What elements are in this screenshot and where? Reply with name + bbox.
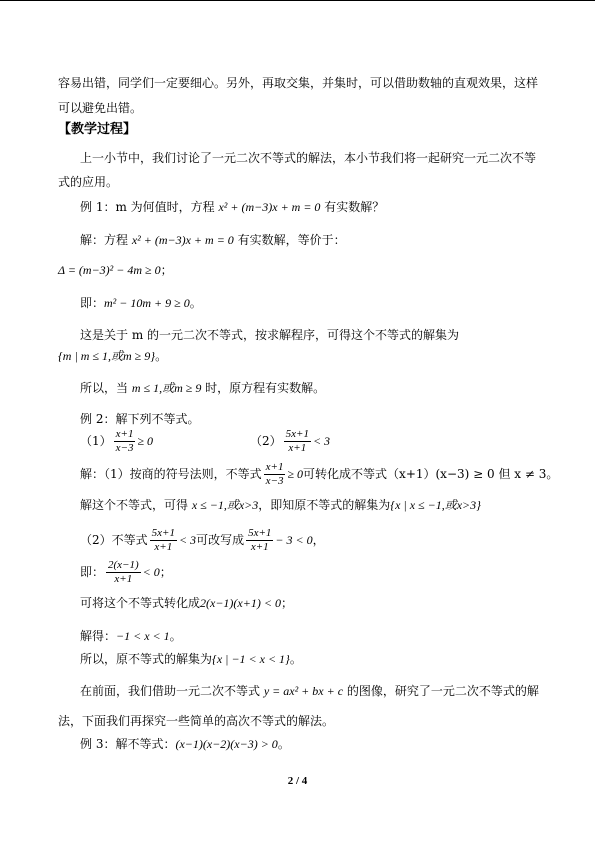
- denominator: x−3: [265, 475, 284, 487]
- text: ；: [160, 263, 173, 277]
- fraction: [150, 527, 177, 554]
- fraction: [246, 527, 273, 554]
- text: 可改写成: [196, 533, 245, 547]
- text: 时，原方程有实数解。: [201, 381, 326, 395]
- numerator: 5x+1: [285, 428, 309, 440]
- relation: − 3 < 0: [275, 533, 313, 547]
- text: 的图像，研究了一元二次不等式的解: [343, 684, 539, 698]
- example-1: [80, 199, 384, 215]
- solution-set: {m | m ≤ 1,或m ≥ 9}: [58, 349, 156, 363]
- relation: < 3: [178, 533, 197, 547]
- solution-line: [80, 559, 172, 586]
- text: ；: [159, 565, 172, 579]
- numerator: x+1: [115, 428, 134, 440]
- text-line: [80, 683, 539, 699]
- top-rule: [0, 0, 595, 1]
- equation: m² − 10m + 9 ≥ 0: [104, 296, 190, 310]
- equation: 2(x−1)(x+1) < 0: [200, 596, 281, 610]
- relation: ≥ 0: [137, 434, 154, 448]
- equation: x² + (m−3)x + m = 0: [218, 200, 321, 214]
- equation: −1 < x < 1: [116, 629, 170, 643]
- solution-line: [80, 461, 558, 488]
- denominator: x+1: [114, 573, 133, 585]
- solution-line: [80, 651, 302, 667]
- denominator: x−3: [115, 442, 134, 454]
- equation: (x−1)(x−2)(x−3) > 0: [175, 737, 278, 751]
- text-line: 这是关于 m 的一元二次不等式，按求解程序，可得这个不等式的解集为: [80, 328, 460, 342]
- relation: < 0: [142, 565, 160, 579]
- equation: x ≤ −1,或x>3: [191, 498, 259, 512]
- text-line: 容易出错，同学们一定要细心。另外，再取交集，并集时，可以借助数轴的直观效果，这样: [58, 76, 539, 90]
- text: ，: [312, 533, 325, 547]
- text: 可将这个不等式转化成: [80, 596, 201, 610]
- problem-1: [80, 428, 153, 455]
- text-line: 法，下面我们再探究一些简单的高次不等式的解法。: [58, 714, 335, 728]
- fraction: [284, 428, 311, 455]
- text: 例 3：解不等式：: [80, 737, 176, 751]
- relation: ≥ 0: [287, 467, 304, 481]
- text: 。: [277, 737, 290, 751]
- relation: < 3: [312, 434, 331, 448]
- denominator: x+1: [250, 541, 269, 553]
- text: （2）不等式: [80, 533, 148, 547]
- text: 解这个不等式，可得: [80, 498, 192, 512]
- text: 。: [169, 629, 182, 643]
- text: 。: [189, 296, 202, 310]
- equation: Δ = (m−3)² − 4m ≥ 0: [58, 263, 161, 277]
- text-line: 可以避免出错。: [58, 101, 143, 115]
- text: 。: [155, 349, 168, 363]
- label: （1）: [80, 434, 112, 448]
- denominator: x+1: [154, 541, 173, 553]
- text: 例 1：m 为何值时，方程: [80, 200, 219, 214]
- inequality-line: [80, 295, 202, 311]
- section-heading: 【教学过程】: [58, 122, 137, 137]
- text: ，即知原不等式的解集为: [258, 498, 391, 512]
- text-line: 式的应用。: [58, 175, 119, 189]
- text: 即：: [80, 296, 105, 310]
- denominator: x+1: [288, 442, 307, 454]
- numerator: 2(x−1): [108, 559, 139, 571]
- text: 解：方程: [80, 233, 132, 247]
- numerator: 5x+1: [248, 527, 272, 539]
- text-line: 上一小节中，我们讨论了一元二次不等式的解法，本小节我们将一起研究一元二次不等: [80, 151, 537, 165]
- solution-line: [80, 497, 481, 513]
- example-3: [80, 736, 290, 752]
- text: 所以，原不等式的解集为: [80, 652, 213, 666]
- text: 所以，当: [80, 381, 132, 395]
- equation: x² + (m−3)x + m = 0: [131, 233, 234, 247]
- solution-line: [80, 595, 293, 611]
- page-number: 2 / 4: [287, 775, 308, 787]
- discriminant-line: [58, 262, 173, 278]
- problem-2: [250, 428, 330, 455]
- example-2: 例 2：解下列不等式。: [80, 412, 200, 426]
- text: 有实数解？: [320, 200, 385, 214]
- text-line: [80, 380, 325, 396]
- numerator: 5x+1: [151, 527, 175, 539]
- fraction: [114, 428, 136, 455]
- solution-line: [80, 232, 346, 248]
- solution-line: [80, 527, 325, 554]
- text: 即：: [80, 565, 105, 579]
- solution-set-line: [58, 348, 167, 364]
- text: 可转化成不等式（x+1）(x−3) ≥ 0 但 x ≠ 3。: [303, 467, 559, 481]
- solution-set: {x | x ≤ −1,或x>3}: [390, 498, 481, 512]
- text: ；: [280, 596, 293, 610]
- text: 在前面，我们借助一元二次不等式: [80, 684, 264, 698]
- fraction: [106, 559, 141, 586]
- numerator: x+1: [265, 461, 284, 473]
- label: （2）: [250, 434, 282, 448]
- text: 有实数解，等价于：: [233, 233, 346, 247]
- text: 。: [289, 652, 302, 666]
- text: 解：（1）按商的符号法则，不等式: [80, 467, 262, 481]
- solution-line: [80, 628, 182, 644]
- text: 解得：: [80, 629, 117, 643]
- equation: y = ax² + bx + c: [263, 684, 344, 698]
- solution-set: {x | −1 < x < 1}: [212, 652, 290, 666]
- fraction: [264, 461, 286, 488]
- equation: m ≤ 1,或m ≥ 9: [131, 381, 202, 395]
